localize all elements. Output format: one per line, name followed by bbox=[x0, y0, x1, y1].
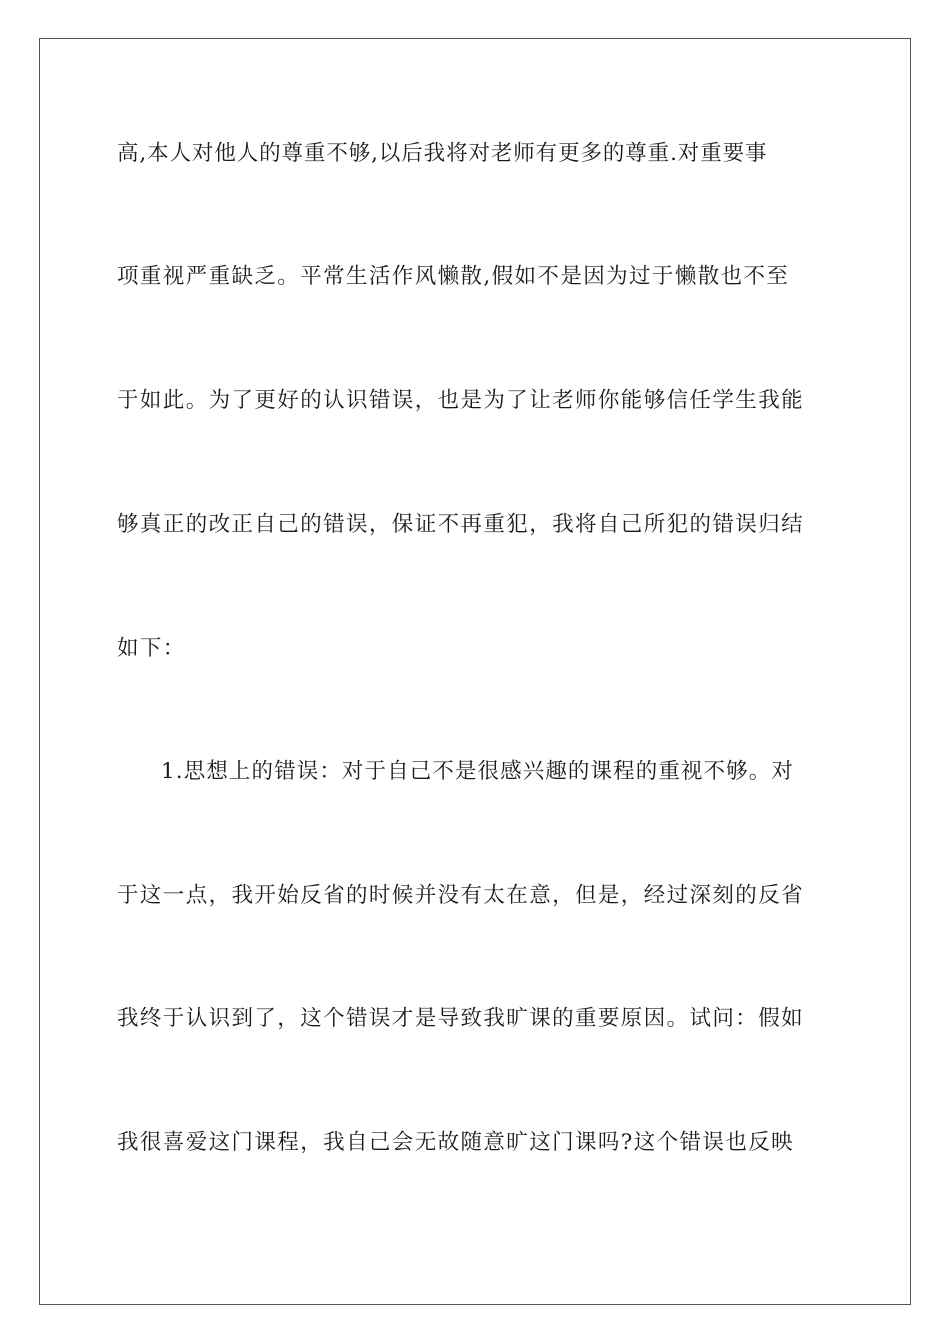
body-text-line-2: 项重视严重缺乏。平常生活作风懒散,假如不是因为过于懒散也不至 bbox=[117, 264, 790, 289]
body-text-line-5: 如下： bbox=[117, 636, 186, 661]
body-text-line-4: 够真正的改正自己的错误，保证不再重犯，我将自己所犯的错误归结 bbox=[117, 512, 805, 537]
page-frame bbox=[39, 38, 911, 1305]
list-item-1-line-3: 我终于认识到了，这个错误才是导致我旷课的重要原因。试问：假如 bbox=[117, 1006, 805, 1031]
body-text-line-3: 于如此。为了更好的认识错误，也是为了让老师你能够信任学生我能 bbox=[117, 388, 805, 413]
list-item-1-line-4: 我很喜爱这门课程，我自己会无故随意旷这门课吗?这个错误也反映 bbox=[117, 1130, 795, 1155]
list-item-1-line-1: 1.思想上的错误：对于自己不是很感兴趣的课程的重视不够。对 bbox=[161, 759, 794, 784]
body-text-line-1: 高,本人对他人的尊重不够,以后我将对老师有更多的尊重.对重要事 bbox=[117, 141, 768, 166]
list-item-1-line-2: 于这一点，我开始反省的时候并没有太在意，但是，经过深刻的反省 bbox=[117, 883, 805, 908]
